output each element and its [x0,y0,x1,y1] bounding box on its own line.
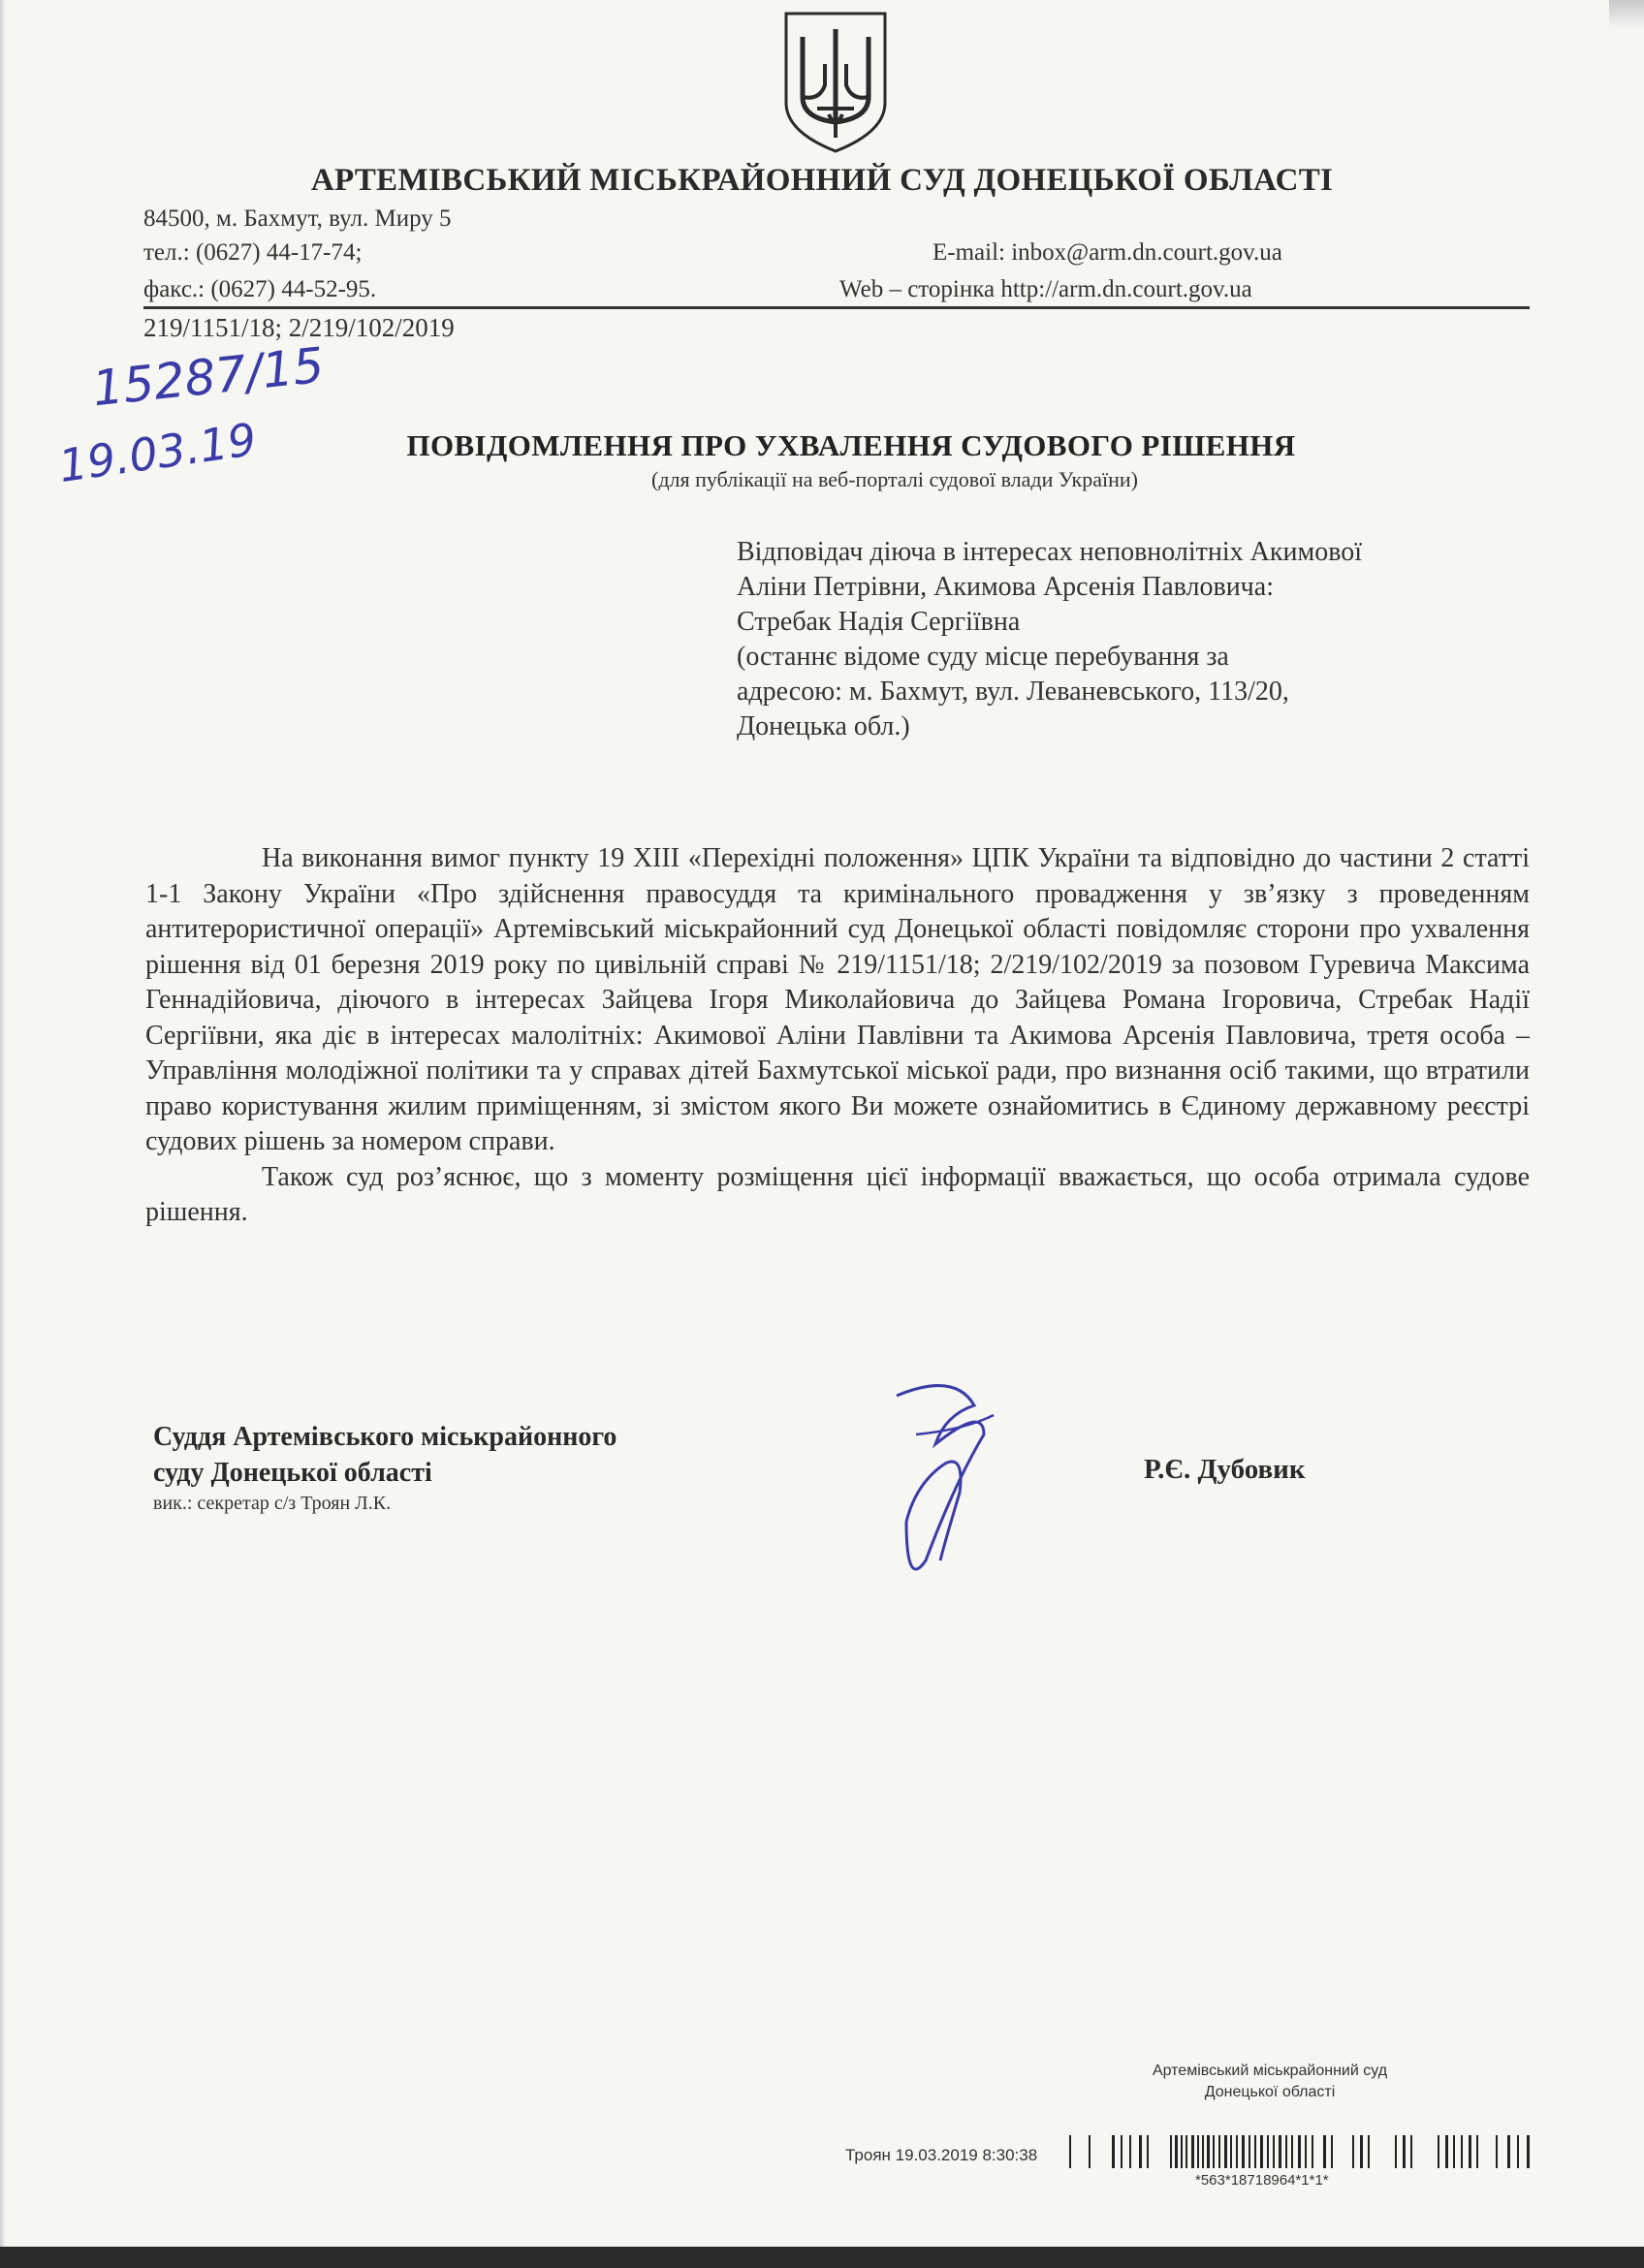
addressee-line: Відповідач діюча в інтересах неповнолітніх Акимової [737,537,1362,567]
judge-title-block [153,1419,616,1491]
scan-edge-left [0,0,6,2268]
registry-stamp-court [1105,2061,1435,2103]
judge-title-line: суду Донецької області [153,1458,432,1488]
registry-datetime: Троян 19.03.2019 8:30:38 [845,2146,1038,2164]
court-name: АРТЕМІВСЬКИЙ МІСЬКРАЙОННИЙ СУД ДОНЕЦЬКОЇ ОБЛАСТІ [310,163,1334,198]
handwritten-date: 19.03.19 [55,413,260,492]
notice-body [145,841,1530,1231]
notice-title: ПОВІДОМЛЕННЯ ПРО УХВАЛЕННЯ СУДОВОГО РІШЕННЯ [406,428,1296,462]
header-divider [143,306,1530,309]
handwritten-incoming-number: 15287/15 [89,336,327,418]
barcode-image [1069,2135,1534,2168]
addressee-line: (останнє відоме суду місце перебування за [737,642,1229,672]
court-email: E-mail: inbox@arm.dn.court.gov.ua [933,239,1282,266]
addressee-line: Донецька обл.) [737,711,910,741]
coat-of-arms-trident-icon [778,8,893,155]
scan-edge-bottom [0,2247,1644,2268]
executor-note: вик.: секретар с/з Троян Л.К. [153,1493,392,1514]
court-phone: тел.: (0627) 44-17-74; [143,239,363,266]
addressee-line: Аліни Петрівни, Акимова Арсенія Павловича: [737,572,1274,602]
stamp-court-line: Артемівський міськрайонний суд [1152,2063,1388,2079]
court-website: Web – сторінка http://arm.dn.court.gov.ua [839,276,1252,302]
case-numbers: 219/1151/18; 2/219/102/2019 [143,313,455,342]
body-paragraph-2: Також суд роз’яснює, що з моменту розміщення цієї інформації вважається, що особа отримала судове рішення. [145,1161,1530,1227]
court-address: 84500, м. Бахмут, вул. Миру 5 [143,205,452,232]
judge-name: Р.Є. Дубовик [1144,1454,1306,1485]
addressee-line: адресою: м. Бахмут, вул. Леваневського, 113/20, [737,677,1289,707]
scan-edge-top-right [1609,0,1644,29]
judge-title-line: Суддя Артемівського міськрайонного [153,1422,617,1452]
addressee-block [737,535,1570,744]
addressee-line: Стребак Надія Сергіївна [737,607,1021,637]
barcode-number: *563*18718964*1*1* [1195,2172,1329,2189]
court-fax: факс.: (0627) 44-52-95. [143,276,377,302]
stamp-court-line: Донецької області [1204,2084,1336,2100]
body-paragraph-1: На виконання вимог пункту 19 ХІІІ «Перехідні положення» ЦПК України та відповідно до частини 2 статті 1-1 Закону України «Про здійснення правосуддя та кримінального провадження у зв’язку з проведенням антитерористичної операції» Артемівський міськрайонний суд Донецької області повідомляє сторони про ухвалення рішення від 01 березня 2019 року по цивільній справі № 219/1151/18; 2/219/102/2019 за позовом Гуревича Максима Геннадійовича, діючого в інтересах Зайцева Ігоря Миколайовича до Зайцева Романа Ігоровича, Стребак Надії Сергіївни, яка діє в інтересах малолітніх: Акимової Аліни Павлівни та Акимова Арсенія Павловича, третя особа – Управління молодіжної політики та у справах дітей Бахмутської міської ради, про визнання осіб такими, що втратили право користування жилим приміщенням, зі змістом якого Ви можете ознайомитись в Єдиному державному реєстрі судових рішень за номером справи. [145,843,1530,1156]
notice-subtitle: (для публікації на веб-порталі судової влади України) [651,467,1138,491]
signature-image [868,1376,1013,1599]
